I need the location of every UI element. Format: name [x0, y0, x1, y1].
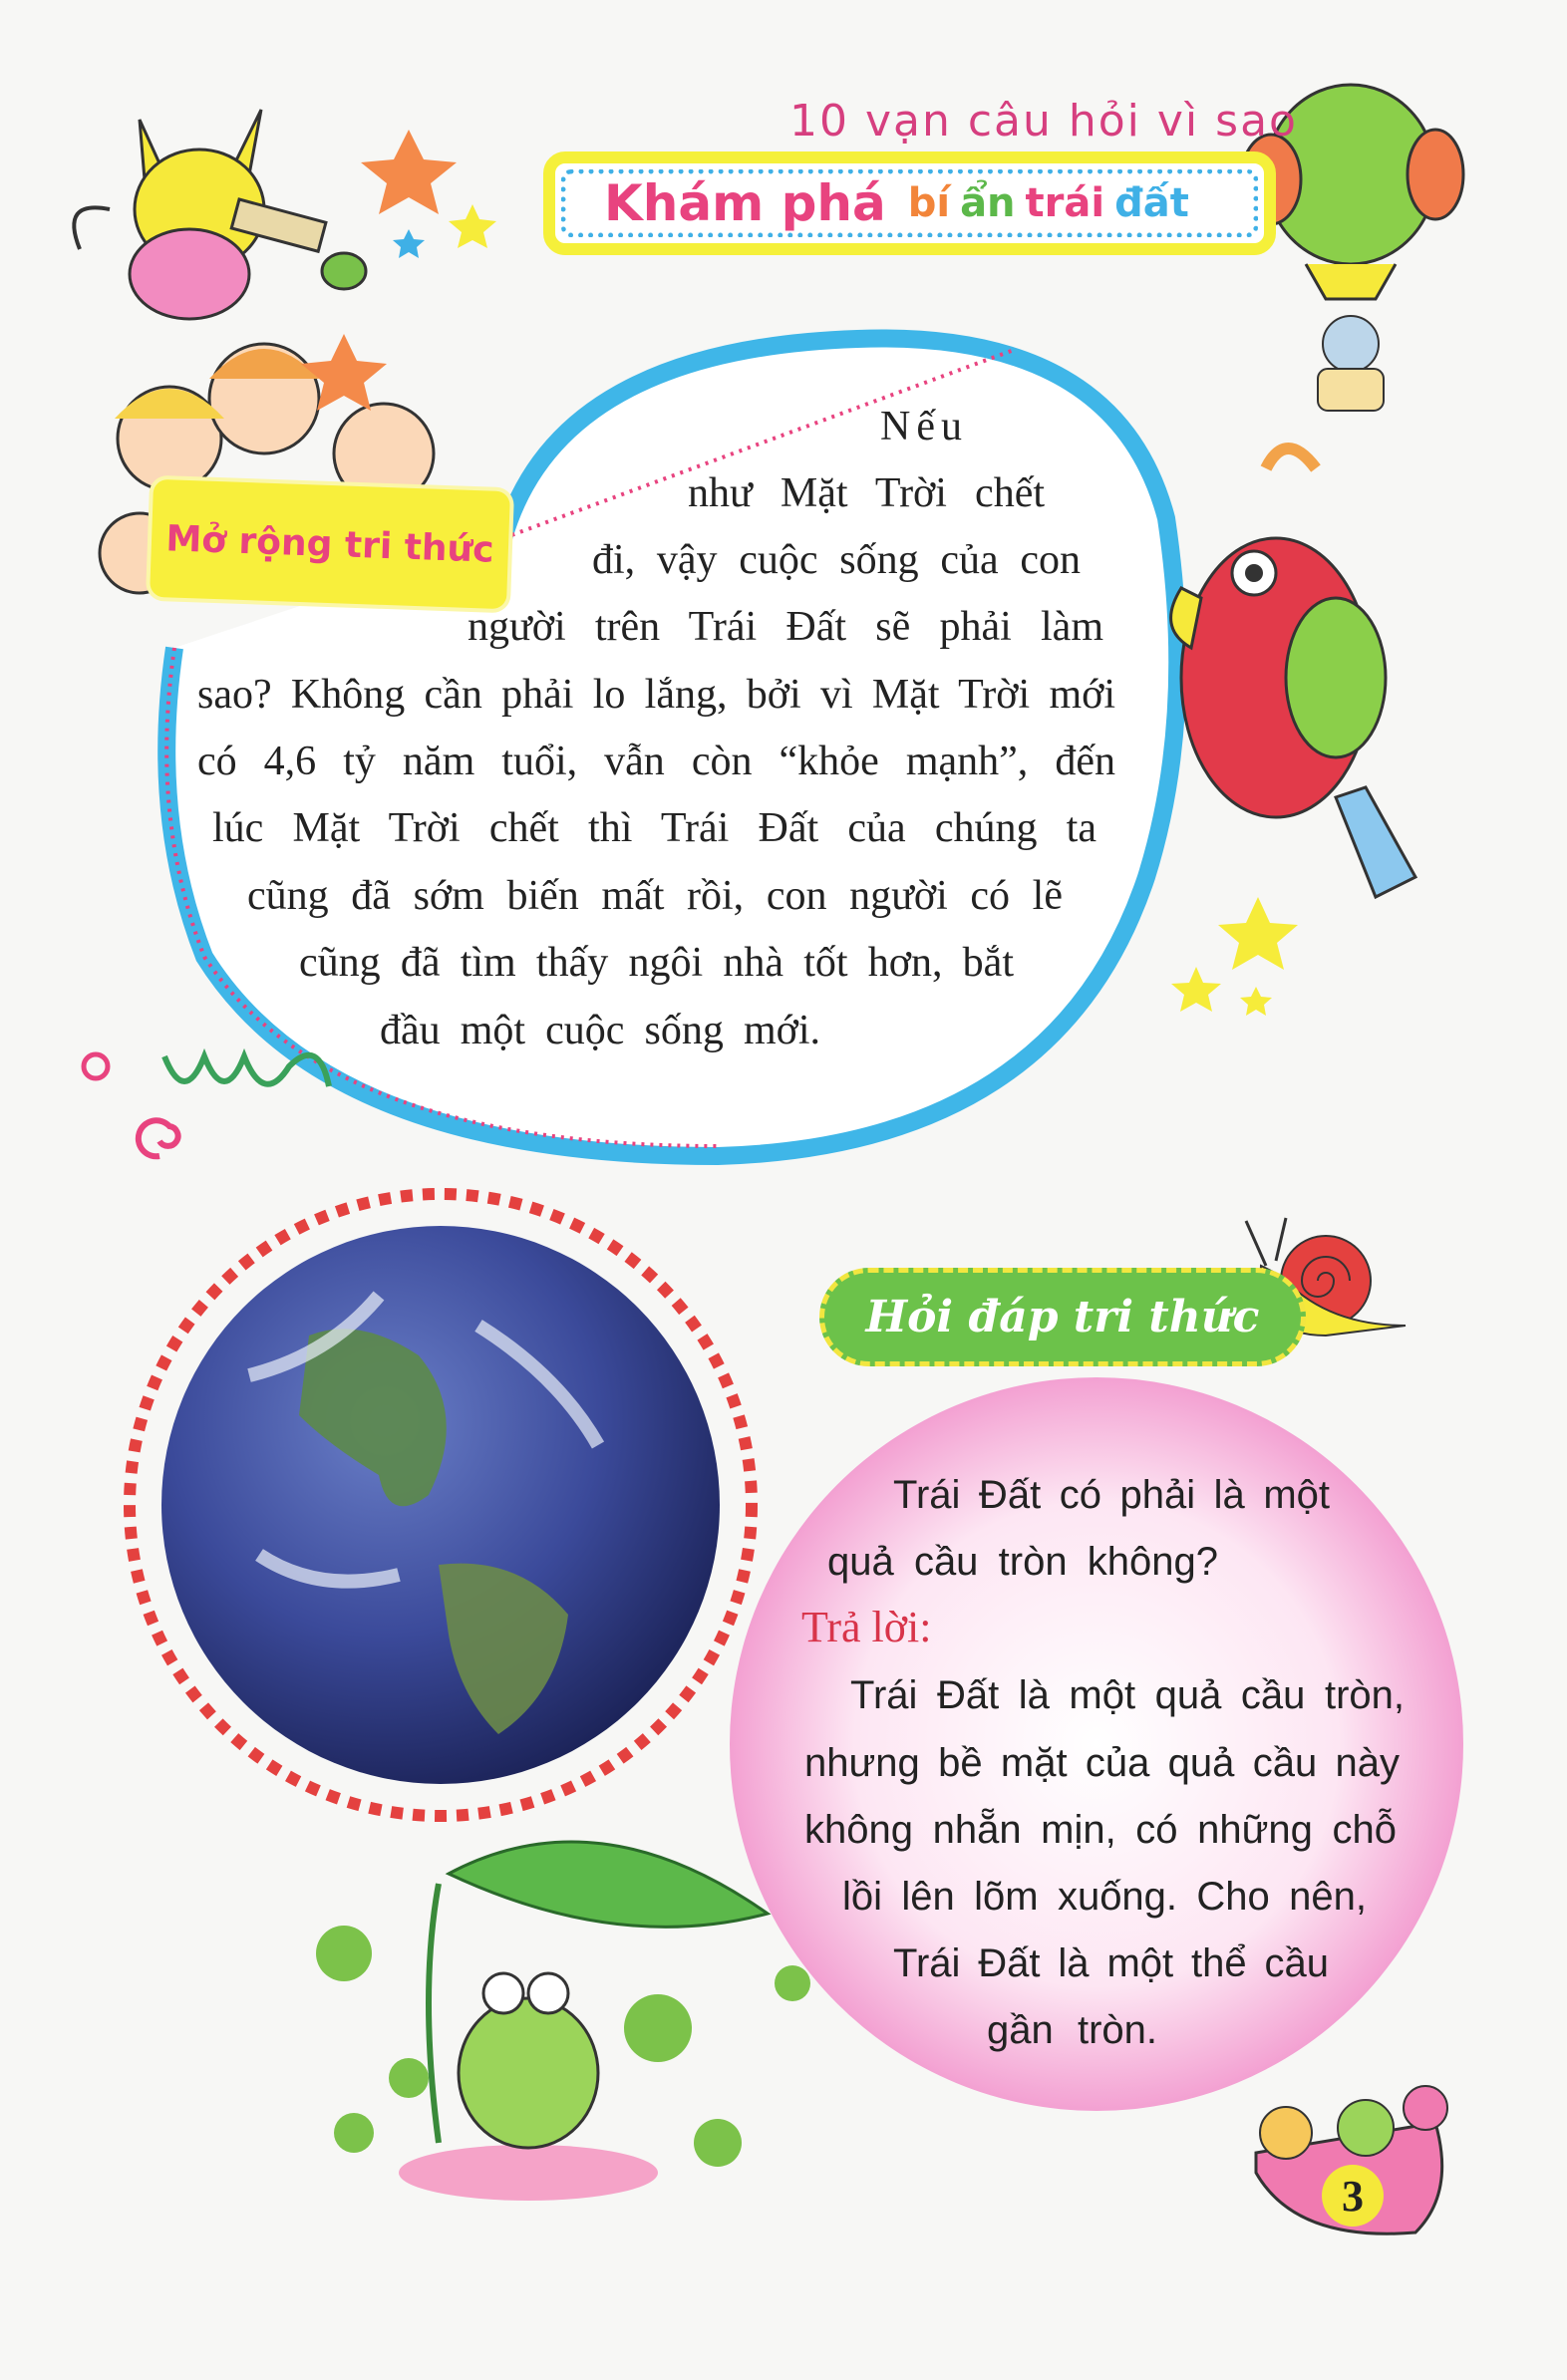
book-title-part: đất	[1114, 180, 1189, 226]
book-title-part: Khám phá	[604, 174, 886, 232]
answer-line: Trái Đất là một thể cầu	[893, 1941, 1329, 1985]
body-line: đầu một cuộc sống mới.	[380, 1008, 820, 1053]
star-icon	[393, 229, 425, 258]
answer-line: không nhẵn mịn, có những chỗ	[804, 1808, 1397, 1852]
body-line: lúc Mặt Trời chết thì Trái Đất của chúng ta	[212, 805, 1097, 851]
body-line: đi, vậy cuộc sống của con	[592, 537, 1081, 583]
question-line: Trái Đất có phải là một	[893, 1473, 1330, 1517]
answer-line: gần tròn.	[987, 2008, 1157, 2052]
body-line: như Mặt Trời chết	[688, 470, 1045, 516]
cat-illustration	[74, 110, 366, 319]
body-line: cũng đã tìm thấy ngôi nhà tốt hơn, bắt	[299, 940, 1014, 986]
question-line: quả cầu tròn không?	[827, 1540, 1218, 1584]
qa-knowledge-label	[819, 1268, 1306, 1366]
earth-image	[161, 1226, 720, 1784]
expand-knowledge-label	[150, 479, 510, 609]
star-icon	[361, 130, 457, 214]
star-icon	[1240, 987, 1272, 1016]
book-title-part: trái	[1025, 180, 1105, 226]
star-icon	[1171, 967, 1221, 1012]
answer-line: Trái Đất là một quả cầu tròn,	[850, 1673, 1405, 1717]
star-icon	[1218, 897, 1298, 970]
parrot-illustration	[1171, 448, 1415, 897]
page-number: 3	[1322, 2165, 1384, 2227]
body-line: sao? Không cần phải lo lắng, bởi vì Mặt Trời mới	[197, 672, 1115, 718]
answer-label: Trả lời:	[801, 1603, 932, 1651]
body-line: có 4,6 tỷ năm tuổi, vẫn còn “khỏe mạnh”, đến	[197, 739, 1115, 784]
book-title-banner	[543, 151, 1276, 255]
qa-knowledge-label-text: Hỏi đáp tri thức	[865, 1292, 1260, 1342]
expand-knowledge-label-text: Mở rộng tri thức	[164, 517, 495, 571]
answer-line: lồi lên lõm xuống. Cho nên,	[842, 1875, 1367, 1919]
answer-line: nhưng bề mặt của quả cầu này	[804, 1741, 1400, 1785]
body-line: Nếu	[880, 404, 968, 449]
book-title-part: ẩn	[960, 180, 1016, 226]
series-title: 10 vạn câu hỏi vì sao	[789, 96, 1298, 147]
star-icon	[449, 204, 496, 248]
body-line: người trên Trái Đất sẽ phải làm	[468, 604, 1103, 650]
book-title-part: bí	[907, 180, 951, 226]
body-line: cũng đã sớm biến mất rồi, con người có lẽ	[247, 873, 1063, 919]
